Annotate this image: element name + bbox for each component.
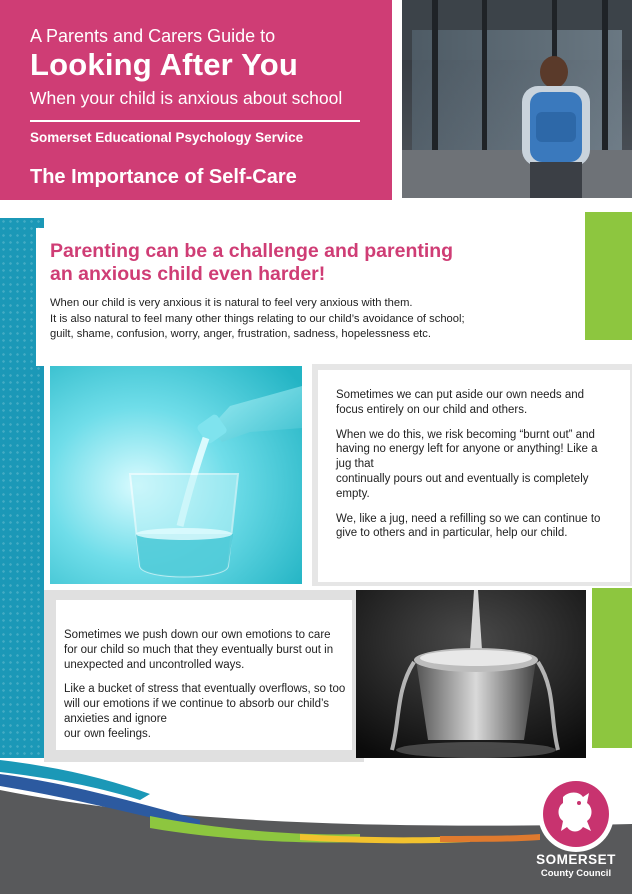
water-pouring-photo <box>50 366 302 584</box>
intro-body <box>50 296 580 343</box>
bucket-paragraph-2-line: Like a bucket of stress that eventually overflows, so too will our emotions if we continue to absorb our child’s anxieties and ignore <box>64 683 346 725</box>
council-logo-subtitle: County Council <box>540 868 612 879</box>
bucket-paragraph-2-line: our own feelings. <box>64 727 151 740</box>
intro-body-line: guilt, shame, confusion, worry, anger, frustration, sadness, hopelessness etc. <box>50 328 431 340</box>
jug-paragraph-3: We, like a jug, need a refilling so we can continue to give to others and in particular, help our child. <box>336 512 601 540</box>
jug-text <box>336 388 610 551</box>
overflowing-bucket-photo <box>356 590 586 758</box>
intro-body-line: When our child is very anxious it is natural to feel very anxious with them. <box>50 297 413 309</box>
right-green-block-top <box>585 212 632 340</box>
intro-body-line: It is also natural to feel many other things relating to our child’s avoidance of school; <box>50 312 465 325</box>
section-title: The Importance of Self-Care <box>30 166 297 188</box>
page-subtitle: When your child is anxious about school <box>30 88 343 108</box>
right-green-block-bottom <box>592 588 632 748</box>
page-title: Looking After You <box>30 47 299 82</box>
intro-headline-line: Parenting can be a challenge and parenting <box>50 240 454 262</box>
guide-line: A Parents and Carers Guide to <box>30 26 276 46</box>
bucket-paragraph-1: Sometimes we push down our own emotions to care for our child so much that they eventually burst out in unexpected and uncontrolled ways. <box>64 629 334 671</box>
jug-paragraph-2-line: continually pours out and eventually is completely empty. <box>336 472 589 500</box>
jug-paragraph-2-line: When we do this, we risk becoming “burnt out” and having no energy left for anyone or anything! Like a jug that <box>336 428 598 471</box>
bucket-text <box>64 628 346 752</box>
intro-headline <box>50 240 570 286</box>
council-logo-name: SOMERSET <box>536 852 616 867</box>
service-name: Somerset Educational Psychology Service <box>30 130 304 145</box>
header-panel <box>0 0 392 200</box>
somerset-dragon-icon <box>543 781 609 847</box>
header-divider <box>30 120 360 122</box>
intro-headline-line: an anxious child even harder! <box>50 263 326 285</box>
jug-paragraph-1: Sometimes we can put aside our own needs and focus entirely on our child and others. <box>336 389 585 416</box>
boy-with-backpack-photo <box>402 0 632 198</box>
